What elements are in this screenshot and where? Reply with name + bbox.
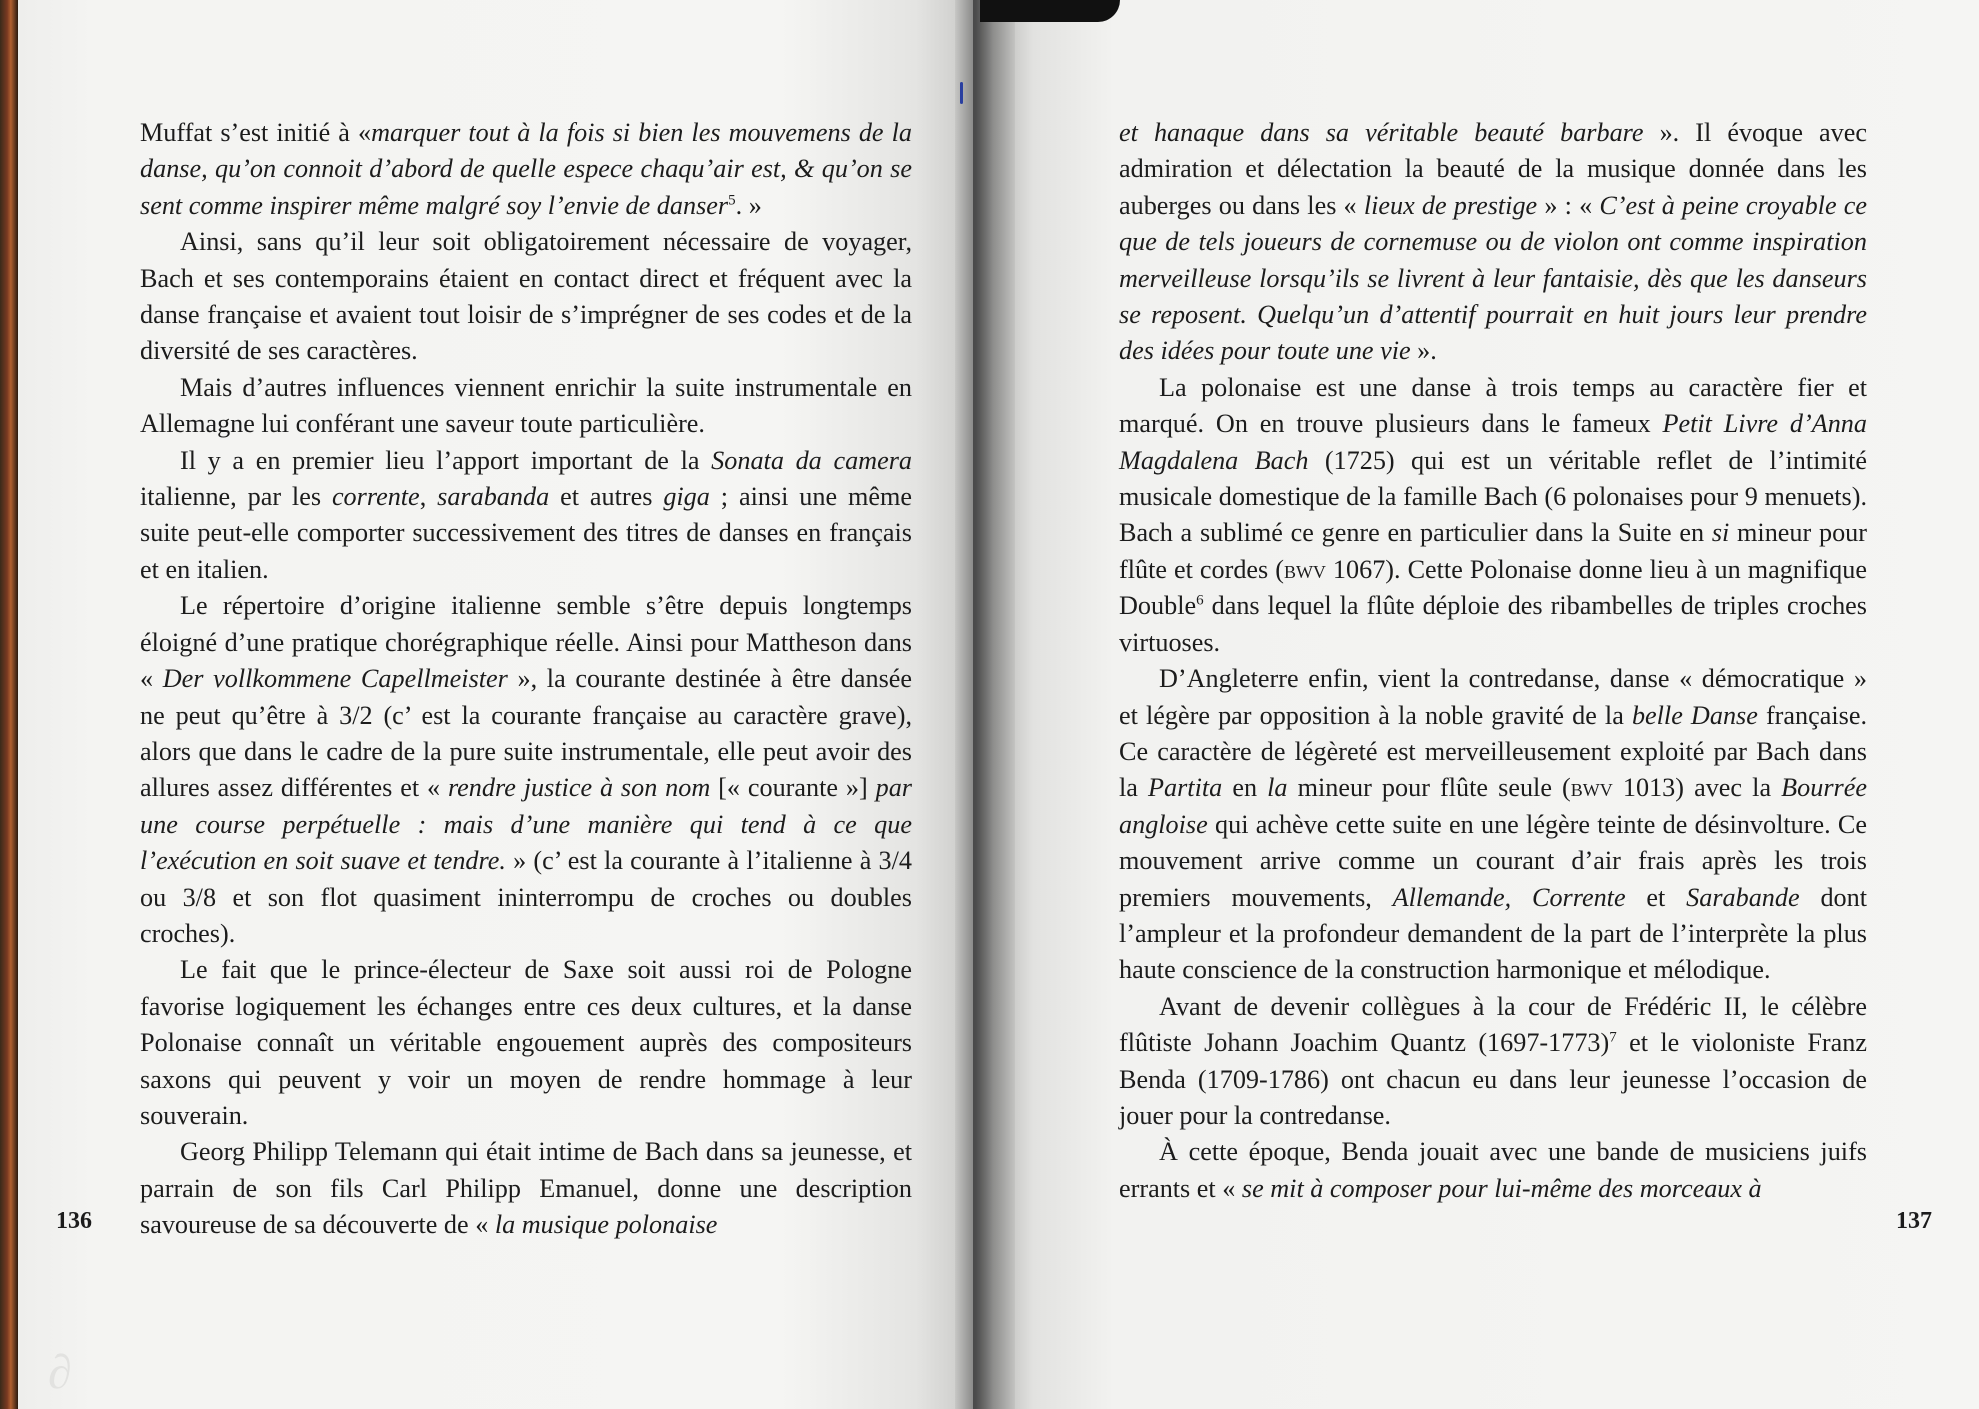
text-run: et autres [549,482,664,512]
text-run: giga [663,482,710,512]
paragraph [1119,370,1867,661]
text-run: , [419,482,438,512]
text-run: dans lequel la flûte déploie des ribambelles de triples croches virtuoses. [1119,591,1867,657]
text-run: Partita [1148,773,1223,803]
gutter-shadow [955,0,1015,1409]
text-run: [« courante »] [710,773,876,803]
footnote-ref: 6 [1196,592,1204,609]
paragraph [140,370,912,443]
text-run: Ainsi, sans qu’il leur soit obligatoirement nécessaire de voyager, Bach et ses contemporains étaient en contact direct et fréquent avec la danse française et avaient tout loisir de s’imprégner de ses codes et de la diversité de ses caractères. [140,227,912,366]
text-run: ». [1410,336,1437,366]
left-page-text [140,115,912,1244]
page-number-left: 136 [56,1208,92,1234]
paragraph [1119,989,1867,1135]
text-run: Sarabande [1686,882,1800,912]
text-run: et hanaque dans sa véritable beauté barbare [1119,118,1644,147]
text-run: C’est à peine croyable ce que de tels joueurs de cornemuse ou de violon ont comme inspiration merveilleuse lorsqu’ils se livrent à leur fantaisie, dès que les danseurs se reposent. Quelqu’un d’attentif pourrait en huit jours leur prendre des idées pour toute une vie [1119,190,1868,366]
text-run: Mais d’autres influences viennent enrichir la suite instrumentale en Allemagne lui conférant une saveur toute particulière. [140,372,912,439]
text-run: française. Ce caractère de légèreté est merveilleusement exploité par Bach dans la [1119,700,1868,803]
paragraph [140,952,912,1134]
footnote-ref: 5 [728,192,736,209]
text-run: » (c’ est la courante à l’italienne à 3/4 ou 3/8 et son flot quasiment ininterrompu de croches ou doubles croches). [140,846,912,948]
text-run: par une course perpétuelle : mais d’une manière qui tend à ce que l’exécution en soit suave et tendre. [140,773,912,876]
text-run: Sonata da camera [711,445,912,475]
text-run: La polonaise est une danse à trois temps au caractère fier et marqué. On en trouve plusieurs dans le fameux [1119,372,1867,439]
paragraph [140,1134,912,1243]
text-run: Muffat s’est initié à « [140,118,372,147]
text-run: mineur pour flûte seule ( [1287,773,1571,803]
text-run: qui achève cette suite en une légère teinte de désinvolture. Ce mouvement arrive comme un courant d’air frais après les trois premiers mouvements, [1119,809,1867,912]
text-run: Bourrée angloise [1119,773,1867,839]
text-run: mineur pour flûte et cordes ( [1119,518,1867,584]
text-run: . » [735,190,762,220]
text-run: (1725) qui est un véritable reflet de l’intimité musicale domestique de la famille Bach (6 polonaises pour 9 menuets). Bach a sublimé ce genre en particulier dans la Suite en [1119,445,1867,548]
text-run: dont l’ampleur et la profondeur demandent de la part de l’interprète la plus haute conscience de la construction harmonique et mélodique. [1119,882,1868,985]
text-run: si [1711,518,1730,548]
text-run: Le répertoire d’origine italienne semble s’être depuis longtemps éloigné d’une pratique chorégraphique réelle. Ainsi pour Mattheson dans « [140,591,912,694]
spine-top [980,0,1120,22]
text-run: bwv [1283,554,1326,584]
paragraph [1119,1134,1867,1207]
text-run: Allemande, Corrente [1392,882,1626,912]
text-run: 1013) avec la [1612,773,1782,803]
paragraph [140,443,912,589]
right-page [973,0,1979,1409]
text-run: À cette époque, Benda jouait avec une bande de musiciens juifs errants et « [1119,1137,1867,1203]
text-run: Avant de devenir collègues à la cour de Frédéric II, le célèbre flûtiste Johann Joachim Quantz (1697-1773) [1119,991,1867,1058]
text-run: Der vollkommene Capellmeister [162,664,508,694]
text-run: Petit Livre d’Anna Magdalena Bach [1119,409,1867,475]
text-run: la [1267,773,1288,803]
paragraph [140,224,912,370]
book-edge [0,0,18,1409]
text-run: » : « [1537,190,1600,220]
text-run: bwv [1570,773,1613,803]
paragraph [140,588,912,952]
text-run: », la courante destinée à être dansée ne peut qu’être à 3/2 (c’ est la courante française au caractère grave), alors que dans le cadre de la pure suite instrumentale, elle peut avoir des allures assez différentes et « [140,664,913,803]
text-run: et le violoniste Franz Benda (1709-1786) ont chacun eu dans leur jeunesse l’occasion de jouer pour la contredanse. [1119,1028,1867,1130]
text-run: ». Il évoque avec admiration et délectation la beauté de la musique donnée dans les auberges ou dans les « [1119,118,1867,220]
text-run: marquer tout à la fois si bien les mouvemens de la danse, qu’on connoit d’abord de quelle espece chaqu’air est, & qu’on se sent comme inspirer même malgré soy l’envie de danser [140,118,912,220]
text-run: et [1625,882,1687,912]
paragraph [1119,115,1867,370]
text-run: ; ainsi une même suite peut-elle comporter successivement des titres de danses en français et en italien. [140,482,912,584]
ink-mark [960,82,963,104]
text-run: en [1222,773,1268,803]
text-run: sarabanda [437,482,550,512]
text-run: lieux de prestige [1363,190,1538,220]
text-run: italienne, par les [140,482,332,512]
paragraph [140,115,912,224]
watermark-glyph-icon: ∂ [48,1346,72,1399]
paragraph [1119,661,1867,989]
text-run: corrente [331,482,420,512]
text-run: Georg Philipp Telemann qui était intime de Bach dans sa jeunesse, et parrain de son fils Carl Philipp Emanuel, donne une description savoureuse de sa découverte de « [140,1137,912,1240]
text-run: rendre justice à son nom [447,773,711,803]
left-page [18,0,973,1409]
text-run: 1067). Cette Polonaise donne lieu à un magnifique Double [1119,554,1867,621]
footnote-ref: 7 [1609,1029,1617,1046]
page-number-right: 137 [1896,1208,1932,1234]
text-run: Le fait que le prince-électeur de Saxe soit aussi roi de Pologne favorise logiquement les échanges entre ces deux cultures, et la danse Polonaise connaît un véritable engouement auprès des compositeurs saxons qui peuvent y voir un moyen de rendre hommage à leur souverain. [140,955,912,1130]
text-run: Il y a en premier lieu l’apport important de la [180,445,712,475]
text-run: se mit à composer pour lui-même des morceaux à [1241,1173,1762,1203]
text-run: belle Danse [1631,700,1758,730]
text-run: la musique polonaise [494,1210,718,1240]
right-page-text [1119,115,1867,1207]
text-run: D’Angleterre enfin, vient la contredanse, danse « démocratique » et légère par opposition à la noble gravité de la [1119,664,1867,730]
